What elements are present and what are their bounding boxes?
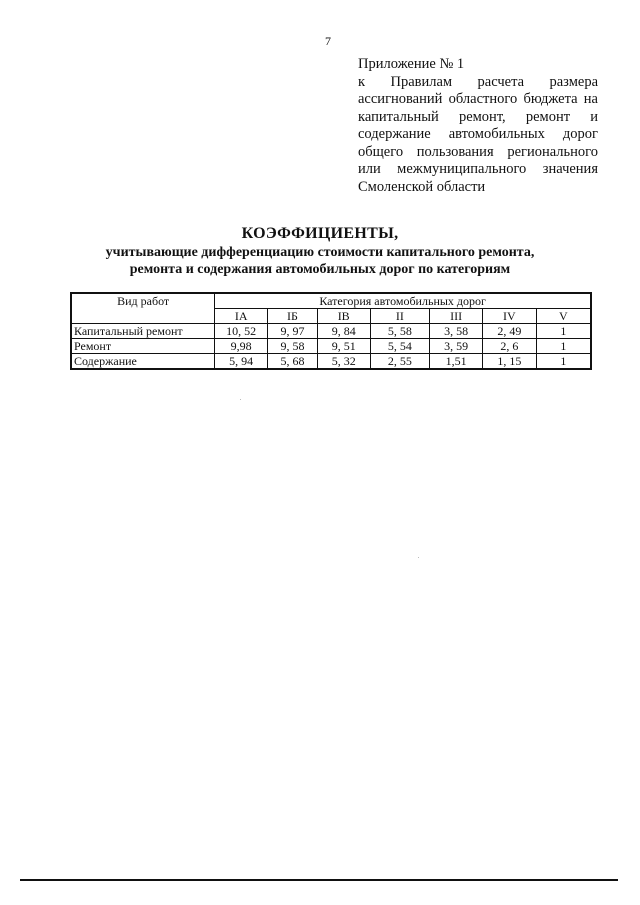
appendix-line: ассигнований областного бюджета на xyxy=(358,91,598,107)
table-cell: 10, 52 xyxy=(215,324,268,339)
table-cell: 1 xyxy=(536,354,591,370)
table-cell: 9, 51 xyxy=(317,339,370,354)
row-label: Содержание xyxy=(71,354,215,370)
appendix-title: Приложение № 1 xyxy=(358,56,465,72)
table-cell: 2, 55 xyxy=(370,354,430,370)
table-row xyxy=(71,324,591,339)
appendix-line: к Правилам расчета размера xyxy=(358,73,598,90)
table-cell: 5, 32 xyxy=(317,354,370,370)
table-cell: 9, 58 xyxy=(268,339,318,354)
category-header: V xyxy=(536,309,591,324)
table-cell: 1, 15 xyxy=(483,354,537,370)
coefficients-table xyxy=(70,292,592,370)
table-header-row xyxy=(71,293,591,309)
table-cell: 5, 68 xyxy=(268,354,318,370)
work-type-header: Вид работ xyxy=(71,293,215,324)
row-label: Капитальный ремонт xyxy=(71,324,215,339)
table-cell: 9, 84 xyxy=(317,324,370,339)
row-label: Ремонт xyxy=(71,339,215,354)
category-header: IB xyxy=(317,309,370,324)
table-cell: 2, 6 xyxy=(483,339,537,354)
appendix-line: содержание автомобильных дорог xyxy=(358,126,598,142)
table-cell: 5, 58 xyxy=(370,324,430,339)
heading-subtitle-line-2: ремонта и содержания автомобильных дорог по категориям xyxy=(129,262,511,277)
table-cell: 9,98 xyxy=(215,339,268,354)
table-cell: 5, 54 xyxy=(370,339,430,354)
table-row xyxy=(71,339,591,354)
table-row xyxy=(71,354,591,370)
scan-speck xyxy=(418,557,419,558)
table-cell: 3, 58 xyxy=(430,324,483,339)
table-cell: 1 xyxy=(536,324,591,339)
category-group-header: Категория автомобильных дорог xyxy=(215,293,591,309)
appendix-line: капитальный ремонт, ремонт и xyxy=(358,108,598,125)
table-cell: 5, 94 xyxy=(215,354,268,370)
page-number: 7 xyxy=(325,34,331,48)
category-header: IV xyxy=(483,309,537,324)
scan-speck xyxy=(240,399,241,400)
appendix-line: или межмуниципального значения xyxy=(358,161,598,177)
table-cell: 2, 49 xyxy=(483,324,537,339)
table-cell: 1 xyxy=(536,339,591,354)
bottom-rule xyxy=(20,879,618,881)
category-header: II xyxy=(370,309,430,324)
category-header: IA xyxy=(215,309,268,324)
table-cell: 9, 97 xyxy=(268,324,318,339)
category-header: III xyxy=(430,309,483,324)
heading-subtitle-line-1: учитывающие дифференциацию стоимости капитального ремонта, xyxy=(105,245,535,260)
category-header: IБ xyxy=(268,309,318,324)
document-heading xyxy=(0,224,640,278)
table-cell: 1,51 xyxy=(430,354,483,370)
heading-title: КОЭФФИЦИЕНТЫ, xyxy=(241,225,399,242)
appendix-line: общего пользования регионального xyxy=(358,143,598,160)
appendix-line: Смоленской области xyxy=(358,178,486,195)
table-cell: 3, 59 xyxy=(430,339,483,354)
appendix-block xyxy=(358,56,598,196)
